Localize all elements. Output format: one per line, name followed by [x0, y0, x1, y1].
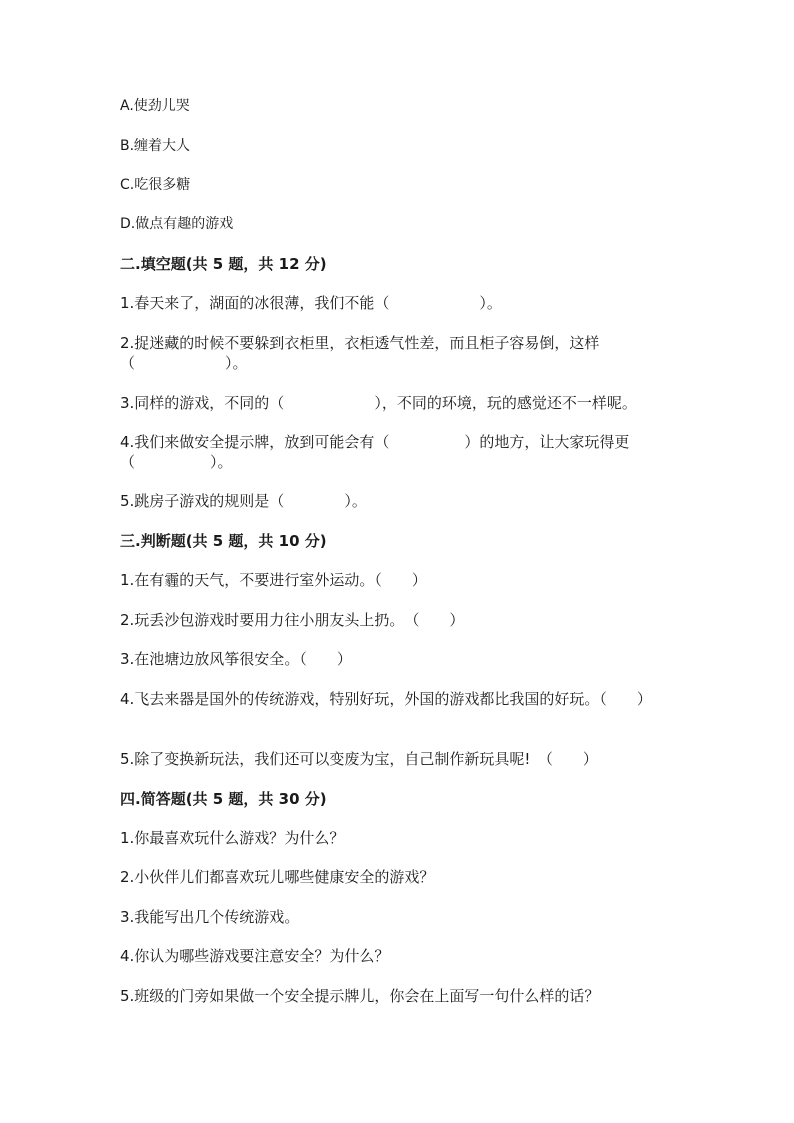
section-heading-true-false: 三.判断题(共 5 题，共 10 分)	[120, 532, 327, 550]
fill-blank-question-1: 1.春天来了，湖面的冰很薄，我们不能（ ）。	[120, 294, 502, 312]
option-b: B.缠着大人	[120, 138, 191, 154]
fill-blank-question-4: 4.我们来做安全提示牌，放到可能会有（ ）的地方，让大家玩得更（ ）。	[120, 433, 630, 471]
short-answer-question-5: 5.班级的门旁如果做一个安全提示牌儿，你会在上面写一句什么样的话？	[120, 987, 600, 1005]
short-answer-question-3: 3.我能写出几个传统游戏。	[120, 908, 300, 926]
true-false-question-4: 4.飞去来器是国外的传统游戏，特别好玩，外国的游戏都比我国的好玩。（ ）	[120, 690, 652, 708]
section-heading-short-answer: 四.简答题(共 5 题，共 30 分)	[120, 790, 327, 808]
fill-blank-question-5: 5.跳房子游戏的规则是（ ）。	[120, 492, 367, 510]
option-d: D.做点有趣的游戏	[120, 216, 234, 232]
true-false-question-5: 5.除了变换新玩法，我们还可以变废为宝，自己制作新玩具呢! （ ）	[120, 750, 598, 768]
short-answer-question-1: 1.你最喜欢玩什么游戏？为什么？	[120, 829, 345, 847]
true-false-question-3: 3.在池塘边放风筝很安全。（ ）	[120, 650, 352, 668]
option-c: C.吃很多糖	[120, 177, 191, 193]
option-a: A.使劲儿哭	[120, 98, 190, 114]
fill-blank-question-2: 2.捉迷藏的时候不要躲到衣柜里，衣柜透气性差，而且柜子容易倒，这样（ ）。	[120, 334, 600, 372]
true-false-question-2: 2.玩丢沙包游戏时要用力往小朋友头上扔。 （ ）	[120, 611, 465, 629]
fill-blank-question-3: 3.同样的游戏，不同的（ ），不同的环境，玩的感觉还不一样呢。	[120, 394, 637, 412]
true-false-question-1: 1.在有霾的天气，不要进行室外运动。（ ）	[120, 571, 427, 589]
short-answer-question-4: 4.你认为哪些游戏要注意安全？为什么？	[120, 947, 390, 965]
short-answer-question-2: 2.小伙伴儿们都喜欢玩儿哪些健康安全的游戏？	[120, 868, 435, 886]
section-heading-fill-blank: 二.填空题(共 5 题，共 12 分)	[120, 255, 327, 273]
